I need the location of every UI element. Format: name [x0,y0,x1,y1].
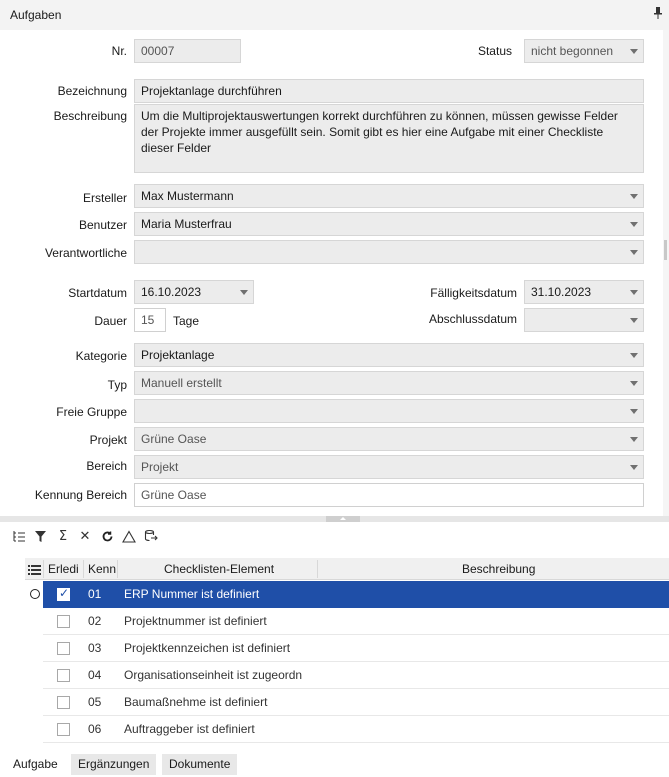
focused-row-indicator-icon [30,589,40,599]
tab-dokumente[interactable]: Dokumente [162,754,237,775]
chevron-down-icon [630,49,638,54]
column-separator [117,560,118,578]
done-checkbox[interactable] [57,723,70,736]
done-checkbox[interactable] [57,588,70,601]
kennung-bereich-value: Grüne Oase [141,488,207,502]
col-header-kennung[interactable]: Kenn [88,562,117,576]
row-kennung: 03 [88,641,102,655]
row-kennung: 02 [88,614,102,628]
tab-ergaenzungen[interactable]: Ergänzungen [71,754,156,775]
window-title: Aufgaben [10,8,62,22]
done-checkbox[interactable] [57,615,70,628]
bezeichnung-label: Bezeichnung [57,84,127,98]
table-row[interactable] [43,608,669,635]
chevron-down-icon [630,409,638,414]
beschreibung-label: Beschreibung [53,109,127,123]
row-kennung: 01 [88,587,102,601]
startdatum-picker[interactable] [134,280,254,304]
row-kennung: 04 [88,668,102,682]
projekt-label: Projekt [89,433,127,447]
splitter-collapse-handle[interactable] [326,516,360,522]
chevron-down-icon [630,381,638,386]
bezeichnung-value: Projektanlage durchführen [141,84,282,98]
benutzer-select[interactable] [134,212,644,236]
typ-value: Manuell erstellt [141,376,222,390]
table-row[interactable] [43,635,669,662]
chevron-down-icon [630,437,638,442]
done-checkbox[interactable] [57,642,70,655]
ersteller-value: Max Mustermann [141,189,234,203]
tab-aufgabe[interactable]: Aufgabe [6,754,65,775]
kategorie-value: Projektanlage [141,348,215,362]
row-kennung: 06 [88,722,102,736]
abschlussdatum-label: Abschlussdatum [428,312,517,326]
grid-header [25,558,669,580]
dauer-field[interactable] [134,308,166,332]
bereich-value: Projekt [141,460,179,474]
projekt-select[interactable] [134,427,644,451]
faelligkeitsdatum-picker[interactable] [524,280,644,304]
row-indicator-column [25,580,43,743]
table-row[interactable] [43,716,669,743]
pin-icon[interactable] [651,6,665,20]
verantwortliche-label: Verantwortliche [44,246,127,260]
table-row[interactable] [43,689,669,716]
benutzer-label: Benutzer [78,218,127,232]
kategorie-select[interactable] [134,343,644,367]
chevron-down-icon [630,465,638,470]
row-element: Organisationseinheit ist zugeordn [124,668,303,682]
startdatum-label: Startdatum [68,286,127,300]
chevron-down-icon [630,318,638,323]
tree-list-icon[interactable] [11,528,27,544]
ersteller-select[interactable] [134,184,644,208]
row-element: Projektkennzeichen ist definiert [124,641,291,655]
chevron-down-icon [240,290,248,295]
chevron-up-icon [340,517,346,520]
kennung-bereich-field[interactable] [134,483,644,507]
nr-field[interactable] [134,39,241,63]
projekt-value: Grüne Oase [141,432,207,446]
bezeichnung-field[interactable] [134,79,644,103]
beschreibung-field[interactable] [134,104,644,173]
row-element: Projektnummer ist definiert [124,614,267,628]
chevron-down-icon [630,250,638,255]
column-separator [43,560,44,578]
col-header-erledigt[interactable]: Erledi [48,562,79,576]
filter-icon[interactable] [32,528,48,544]
clear-icon[interactable]: ✕ [79,528,91,544]
chevron-down-icon [630,222,638,227]
column-chooser-icon[interactable] [26,561,42,577]
dauer-label: Dauer [94,314,127,328]
nr-value: 00007 [141,44,175,58]
verantwortliche-select[interactable] [134,240,644,264]
bereich-label: Bereich [86,459,127,473]
column-separator [83,560,84,578]
typ-label: Typ [107,378,127,392]
status-value: nicht begonnen [531,44,614,58]
kategorie-label: Kategorie [75,349,127,363]
col-header-beschreibung[interactable]: Beschreibung [462,562,536,576]
sum-icon[interactable]: Σ [58,528,68,544]
freie-gruppe-label: Freie Gruppe [56,405,127,419]
dauer-unit: Tage [173,314,200,328]
form-scrollbar-thumb[interactable] [664,240,667,260]
title-bar [0,0,669,30]
done-checkbox[interactable] [57,696,70,709]
nr-label: Nr. [111,44,127,58]
dauer-value: 15 [141,313,155,327]
bereich-select[interactable] [134,455,644,479]
col-header-checklisten-element[interactable]: Checklisten-Element [164,562,275,576]
table-row[interactable] [43,662,669,689]
faelligkeitsdatum-value: 31.10.2023 [531,285,592,299]
chevron-down-icon [630,194,638,199]
refresh-icon[interactable] [99,528,115,544]
row-element: Baumaßnehme ist definiert [124,695,268,709]
export-icon[interactable] [143,528,159,544]
status-select[interactable] [524,39,644,63]
column-separator [317,560,318,578]
freie-gruppe-select[interactable] [134,399,644,423]
row-element: Auftraggeber ist definiert [124,722,255,736]
ersteller-label: Ersteller [82,191,127,205]
typ-select[interactable] [134,371,644,395]
warning-icon[interactable] [121,528,137,544]
status-label: Status [477,44,512,58]
startdatum-value: 16.10.2023 [141,285,202,299]
form-scrollbar[interactable] [663,30,669,516]
faelligkeitsdatum-label: Fälligkeitsdatum [430,286,517,300]
row-element: ERP Nummer ist definiert [124,587,260,601]
chevron-down-icon [630,290,638,295]
chevron-down-icon [630,353,638,358]
row-kennung: 05 [88,695,102,709]
table-row[interactable] [43,581,669,608]
beschreibung-value: Um die Multiprojektauswertungen korrekt durchführen zu können, müssen gewisse Felder der Projekte immer ausgefüllt sein. Somit gibt es hier eine Aufgabe mit einer Checkliste dieser Felder [141,109,618,155]
done-checkbox[interactable] [57,669,70,682]
benutzer-value: Maria Musterfrau [141,217,232,231]
kennung-bereich-label: Kennung Bereich [34,488,127,502]
abschlussdatum-picker[interactable] [524,308,644,332]
